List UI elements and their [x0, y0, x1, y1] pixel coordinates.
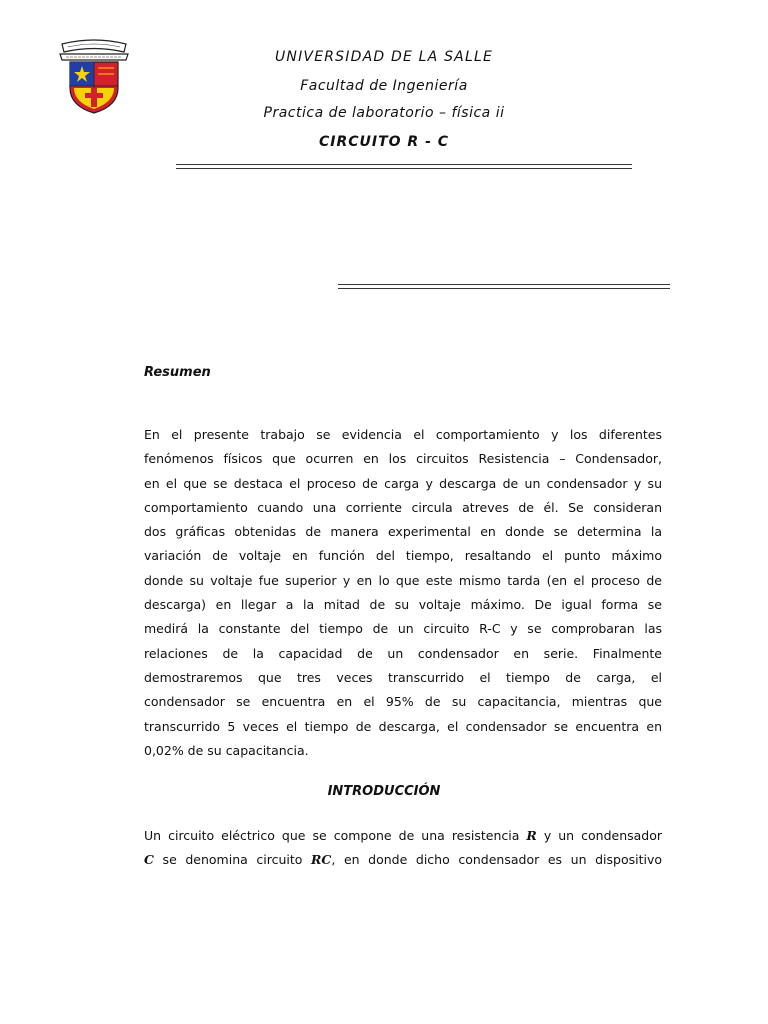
resumen-line: transcurrido 5 veces el tiempo de descarga, el condensador se encuentra en — [144, 718, 662, 734]
resumen-line: 0,02% de su capacitancia. — [144, 742, 309, 758]
resumen-line: medirá la constante del tiempo de un circuito R-C y se comprobaran las — [144, 621, 662, 637]
resumen-line: donde su voltaje fue superior y en lo que este mismo tarda (en el proceso de — [144, 572, 662, 588]
intro-text: Un circuito eléctrico que se compone de una resistencia — [144, 828, 527, 843]
author-line-bottom — [338, 288, 670, 289]
header-divider-top — [176, 164, 632, 165]
document-title: CIRCUITO R - C — [318, 134, 450, 150]
intro-line-1 — [144, 824, 662, 848]
university-name: UNIVERSIDAD DE LA SALLE — [274, 49, 493, 65]
resumen-line: comportamiento cuando una corriente circula atreves de él. Se consideran — [144, 499, 662, 515]
author-line-top — [338, 284, 670, 285]
resumen-line: fenómenos físicos que ocurren en los circuitos Resistencia – Condensador, — [144, 451, 662, 467]
symbol-r: R — [526, 828, 537, 843]
resumen-heading: Resumen — [144, 365, 211, 380]
intro-text: se denomina circuito — [153, 852, 312, 868]
intro-text: , en donde dicho condensador es un dispositivo — [331, 852, 662, 868]
practice-title: Practica de laboratorio – física ii — [263, 105, 505, 121]
symbol-c: C — [144, 852, 154, 868]
resumen-line: En el presente trabajo se evidencia el comportamiento y los diferentes — [144, 427, 662, 442]
header-divider-bottom — [176, 168, 632, 169]
intro-text: y un condensador — [536, 828, 663, 843]
resumen-paragraph — [144, 423, 662, 763]
symbol-rc: RC — [311, 852, 332, 868]
resumen-line: variación de voltaje en función del tiempo, resaltando el punto máximo — [144, 548, 662, 564]
faculty-name: Facultad de Ingeniería — [300, 78, 468, 94]
introduccion-heading: INTRODUCCIÓN — [327, 784, 441, 799]
intro-line-2 — [144, 848, 662, 872]
resumen-line: condensador se encuentra en el 95% de su capacitancia, mientras que — [144, 694, 662, 710]
introduccion-paragraph — [144, 824, 662, 873]
resumen-line: relaciones de la capacidad de un condensador en serie. Finalmente — [144, 645, 662, 661]
resumen-line: descarga) en llegar a la mitad de su voltaje máximo. De igual forma se — [144, 597, 662, 613]
resumen-line: dos gráficas obtenidas de manera experimental en donde se determina la — [144, 524, 662, 540]
resumen-line: demostraremos que tres veces transcurrido el tiempo de carga, el — [144, 669, 662, 685]
resumen-line: en el que se destaca el proceso de carga y descarga de un condensador y su — [144, 475, 662, 491]
